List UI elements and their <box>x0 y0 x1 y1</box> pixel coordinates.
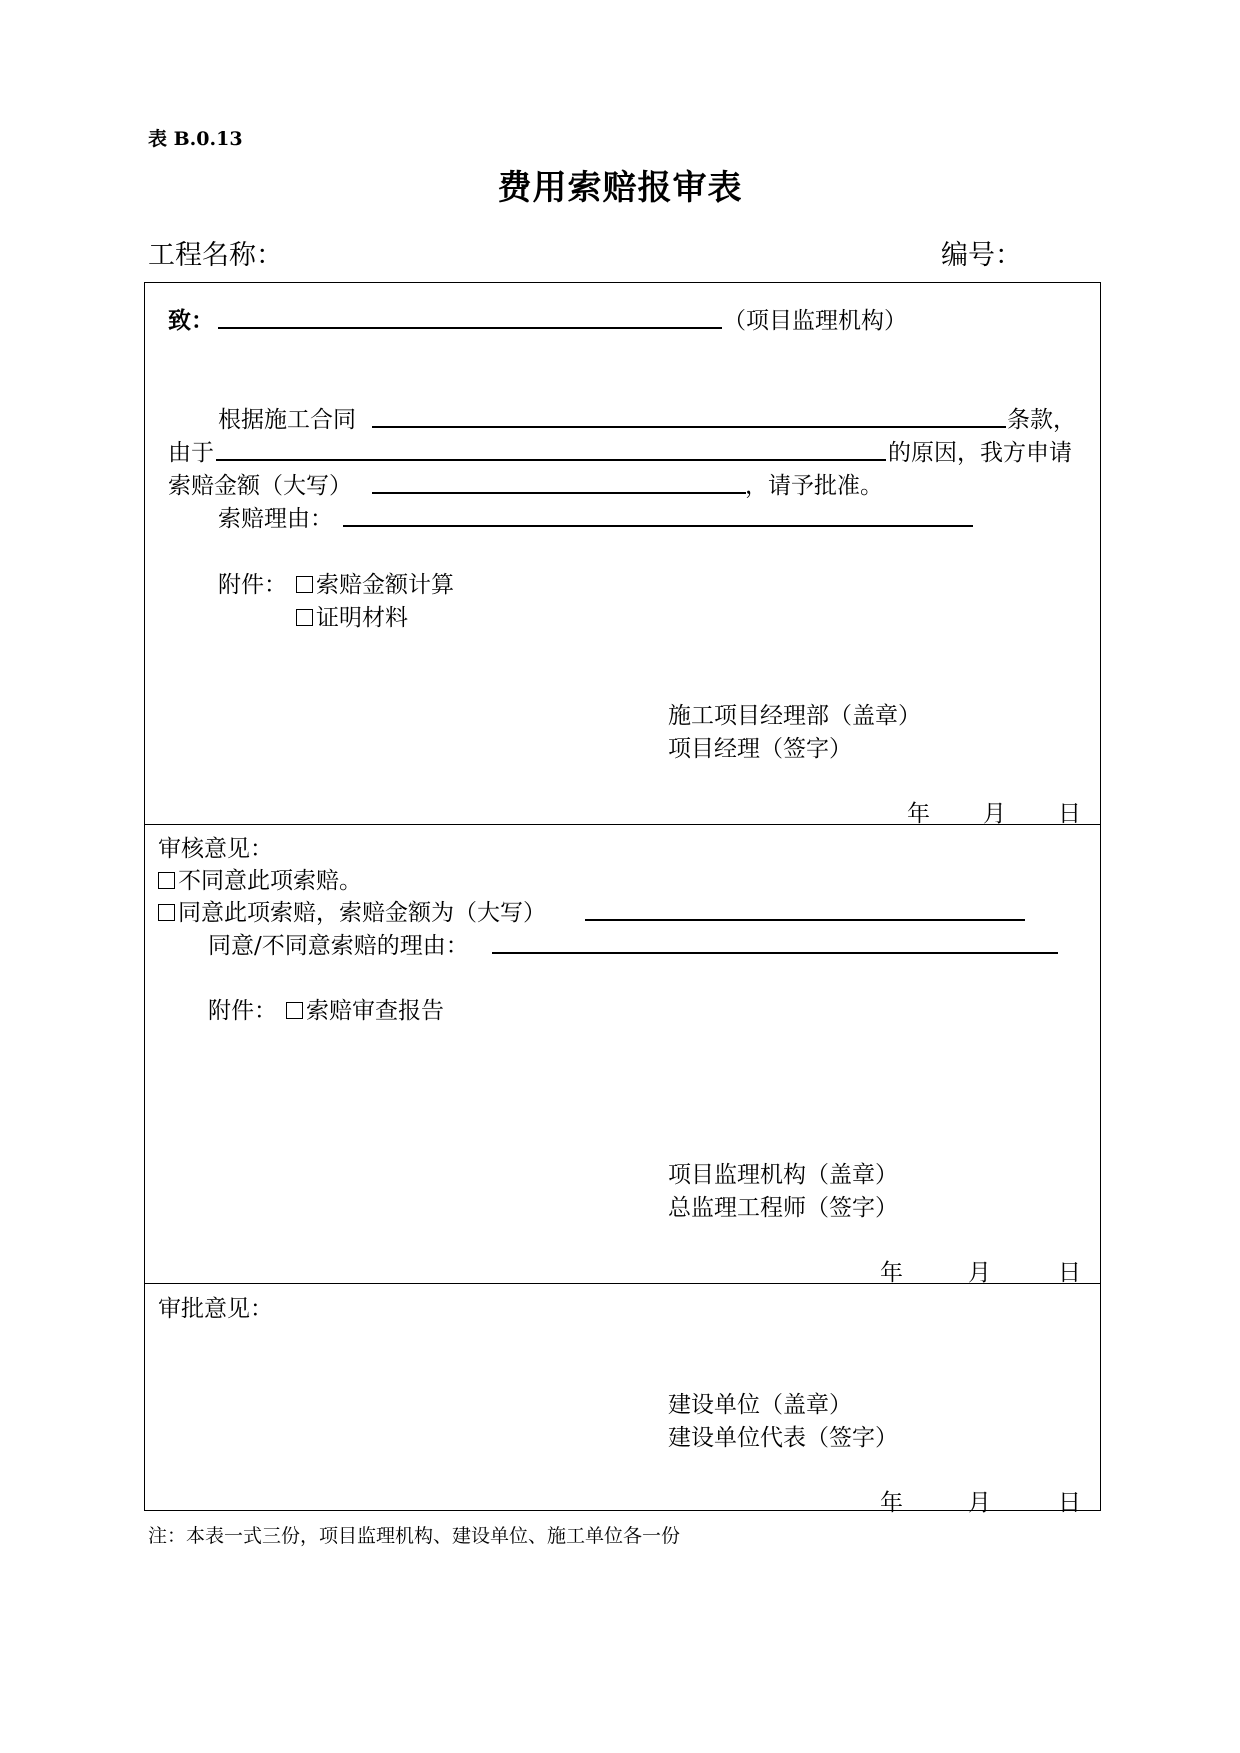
attach-label-1: 附件： <box>218 572 287 598</box>
approval-heading: 审批意见： <box>158 1296 273 1322</box>
date-day-1: 日 <box>1058 801 1081 827</box>
to-label: 致： <box>168 307 214 334</box>
chief-engineer-sign-label: 总监理工程师（签字） <box>668 1195 898 1221</box>
claim-reason-label: 索赔理由： <box>218 506 333 532</box>
attach-label-2: 附件： <box>208 998 277 1024</box>
date-year-2: 年 <box>880 1260 903 1286</box>
cause-field[interactable] <box>216 459 886 461</box>
amount-suffix: ，请予批准。 <box>745 473 883 499</box>
date-month-3: 月 <box>968 1490 991 1516</box>
section-divider-2 <box>144 1283 1101 1284</box>
review-reason-field[interactable] <box>492 952 1058 954</box>
contract-clause-field[interactable] <box>372 426 1006 428</box>
checkbox-icon[interactable] <box>286 1002 303 1019</box>
claim-amount-field[interactable] <box>372 492 746 494</box>
form-number-label: 编号： <box>941 240 1022 271</box>
date-day-2: 日 <box>1058 1260 1081 1286</box>
review-reason-label: 同意/不同意索赔的理由： <box>208 933 469 959</box>
date-day-3: 日 <box>1058 1490 1081 1516</box>
checkbox-icon[interactable] <box>296 609 313 626</box>
review-option-approve[interactable]: 同意此项索赔，索赔金额为（大写） <box>158 894 546 927</box>
attach-item-review-report[interactable]: 索赔审查报告 <box>286 992 444 1025</box>
date-year-3: 年 <box>880 1490 903 1516</box>
approved-amount-field[interactable] <box>585 919 1025 921</box>
checkbox-icon[interactable] <box>158 904 175 921</box>
checkbox-icon[interactable] <box>296 576 313 593</box>
attach-item-evidence[interactable]: 证明材料 <box>296 599 408 632</box>
supervisor-seal-label: 项目监理机构（盖章） <box>668 1162 898 1188</box>
owner-representative-sign-label: 建设单位代表（签字） <box>668 1425 898 1451</box>
review-option-reject[interactable]: 不同意此项索赔。 <box>158 862 362 895</box>
section-divider-1 <box>144 824 1101 825</box>
attach-item-calc[interactable]: 索赔金额计算 <box>296 566 454 599</box>
claim-reason-field[interactable] <box>343 525 973 527</box>
date-month-2: 月 <box>968 1260 991 1286</box>
contract-suffix: 条款， <box>1007 407 1076 433</box>
form-title: 费用索赔报审表 <box>497 168 743 208</box>
checkbox-icon[interactable] <box>158 872 175 889</box>
to-recipient-field[interactable] <box>218 327 722 329</box>
owner-seal-label: 建设单位（盖章） <box>668 1392 852 1418</box>
date-year-1: 年 <box>907 801 930 827</box>
form-code: 表 B.0.13 <box>148 128 243 150</box>
project-manager-sign-label: 项目经理（签字） <box>668 736 852 762</box>
date-month-1: 月 <box>983 801 1006 827</box>
contract-prefix: 根据施工合同 <box>218 407 356 433</box>
footer-note: 注：本表一式三份，项目监理机构、建设单位、施工单位各一份 <box>148 1525 681 1547</box>
project-name-label: 工程名称： <box>148 240 283 271</box>
contractor-seal-label: 施工项目经理部（盖章） <box>668 703 921 729</box>
amount-prefix: 索赔金额（大写） <box>168 473 352 499</box>
cause-suffix: 的原因，我方申请 <box>888 440 1072 466</box>
review-heading: 审核意见： <box>158 836 273 862</box>
cause-prefix: 由于 <box>168 440 214 466</box>
to-suffix: （项目监理机构） <box>723 308 907 334</box>
